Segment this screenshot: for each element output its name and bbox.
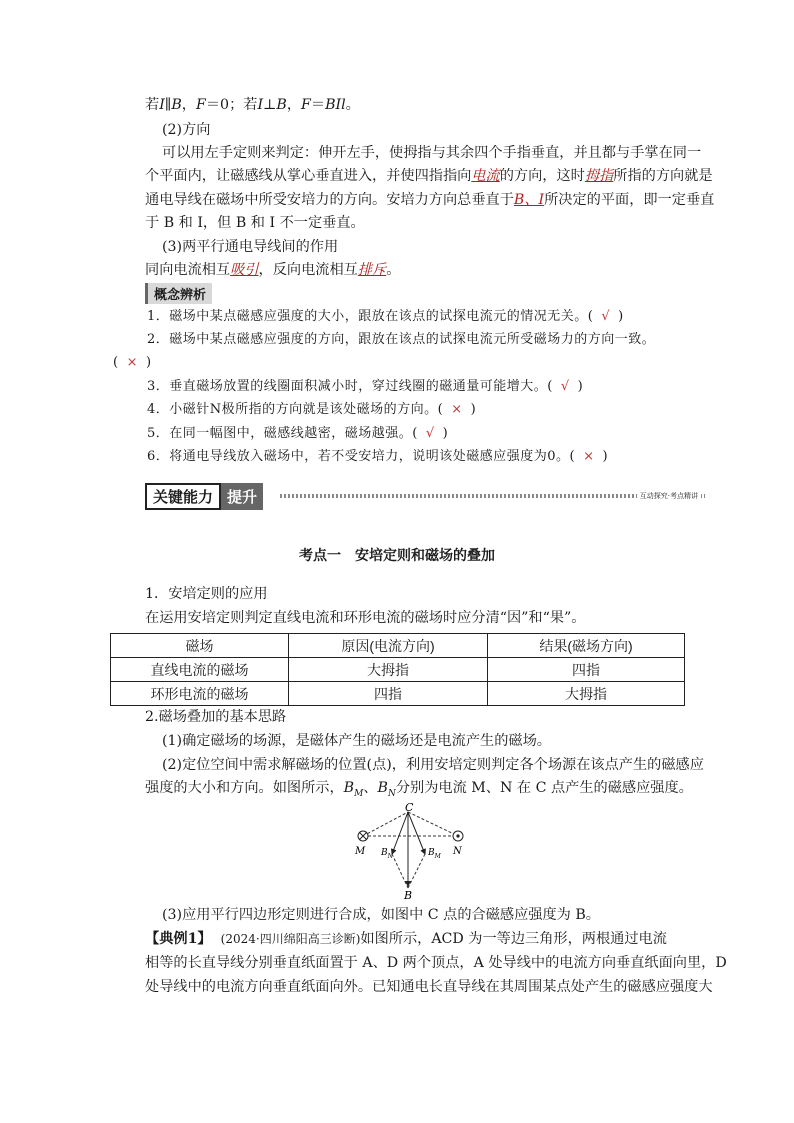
example-line-1: 【典例1】 (2024·四川绵阳高三诊断)如图所示，ACD 为一等边三角形，两根通过电流 xyxy=(145,931,667,947)
direction-para-1: 可以用左手定则来判定：伸开左手，使拇指与其余四个手指垂直，并且都与手掌在同一 xyxy=(162,145,702,161)
cross-mark: × xyxy=(451,402,463,417)
topic-title: 考点一 安培定则和磁场的叠加 xyxy=(299,548,495,564)
label-bn: $B_N$ xyxy=(381,848,393,860)
section-tag: 提升 xyxy=(221,483,263,510)
vector-bm xyxy=(408,812,425,854)
concept-item-2-answer: ( × ) xyxy=(113,355,152,370)
cross-mark: × xyxy=(583,449,595,464)
table-cell: 四指 xyxy=(488,658,685,682)
check-mark: √ xyxy=(425,426,435,441)
direction-para-2: 个平面内，让磁感线从掌心垂直进入，并使四指指向电流的方向，这时拇指所指的方向就是 xyxy=(145,168,713,184)
table-cell: 大拇指 xyxy=(488,682,685,706)
section-title: 关键能力 xyxy=(145,483,221,510)
concept-item-5: 5．在同一幅图中，磁感线越密，磁场越强。( √ ) xyxy=(147,426,449,441)
section-2-heading: 2.磁场叠加的基本思路 xyxy=(145,709,287,725)
table-header-row xyxy=(111,634,685,658)
label-bm: $B_M$ xyxy=(428,848,441,860)
table-cell: 大拇指 xyxy=(289,658,488,682)
table-row xyxy=(111,658,685,682)
direction-para-4: 于 B 和 I，但 B 和 I 不一定垂直。 xyxy=(145,215,365,231)
section-2-para-3: (3)应用平行四边形定则进行合成，如图中 C 点的合磁感应强度为 B。 xyxy=(162,907,600,923)
answer-current: 电流 xyxy=(471,168,500,184)
label-m: M xyxy=(355,846,366,857)
label-n: N xyxy=(453,846,462,857)
example-line-2: 相等的长直导线分别垂直纸面置于 A、D 两个顶点，A 处导线中的电流方向垂直纸面向里，D xyxy=(145,955,727,971)
ampere-rule-table xyxy=(110,633,685,706)
dashed-side xyxy=(408,854,425,888)
table-header: 结果(磁场方向) xyxy=(488,634,685,658)
check-mark: √ xyxy=(560,379,570,394)
key-ability-banner xyxy=(145,483,705,509)
example-source: (2024·四川绵阳高三诊断) xyxy=(220,932,361,946)
force-condition-line: 若I∥B，F＝0；若I⊥B，F＝BIl。 xyxy=(145,97,360,113)
concept-item-4: 4．小磁针N极所指的方向就是该处磁场的方向。( × ) xyxy=(147,402,477,417)
label-b: B xyxy=(404,889,413,900)
dashed-line-mc xyxy=(363,812,408,836)
concept-item-1: 1．磁场中某点磁感应强度的大小，跟放在该点的试探电流元的情况无关。( √ ) xyxy=(147,309,624,324)
example-label: 【典例1】 xyxy=(145,931,212,947)
section-subtitle: 互动探究·考点精讲 xyxy=(637,491,701,501)
concept-item-6: 6．将通电导线放入磁场中，若不受安培力，说明该处磁感应强度为0。( × ) xyxy=(147,449,609,464)
cross-mark: × xyxy=(126,355,138,370)
table-header: 原因(电流方向) xyxy=(289,634,488,658)
label-c: C xyxy=(405,802,414,814)
table-header: 磁场 xyxy=(111,634,289,658)
superposition-figure xyxy=(345,802,475,900)
example-line-3: 处导线中的电流方向垂直纸面向外。已知通电长直导线在其周围某点处产生的磁感应强度大 xyxy=(145,979,713,995)
answer-bi: B、I xyxy=(513,192,545,208)
concept-item-2: 2．磁场中某点磁感应强度的方向，跟放在该点的试探电流元所受磁场力的方向一致。 xyxy=(147,332,656,347)
check-mark: √ xyxy=(601,309,611,324)
vector-bn xyxy=(392,812,408,854)
dashed-side xyxy=(392,854,408,888)
parallel-heading: (3)两平行通电导线间的作用 xyxy=(162,239,339,255)
parallel-para: 同向电流相互吸引，反向电流相互排斥。 xyxy=(145,262,401,278)
concept-banner: 概念辨析 xyxy=(145,283,212,304)
table-cell: 环形电流的磁场 xyxy=(111,682,289,706)
section-1-para: 在运用安培定则判定直线电流和环形电流的磁场时应分清“因”和“果”。 xyxy=(145,610,586,626)
answer-attract: 吸引 xyxy=(230,262,259,278)
dashed-line-cn xyxy=(408,812,458,836)
concept-item-3: 3．垂直磁场放置的线圈面积减小时，穿过线圈的磁通量可能增大。( √ ) xyxy=(147,379,584,394)
section-2-para-1: (1)确定磁场的场源，是磁体产生的磁场还是电流产生的磁场。 xyxy=(162,733,551,749)
table-row xyxy=(111,682,685,706)
direction-para-3: 通电导线在磁场中所受安培力的方向。安培力方向总垂直于B、I所决定的平面，即一定垂直 xyxy=(145,192,715,208)
section-2-para-2a: (2)定位空间中需求解磁场的位置(点)，利用安培定则判定各个场源在该点产生的磁感应 xyxy=(162,757,704,773)
table-cell: 四指 xyxy=(289,682,488,706)
answer-repel: 排斥 xyxy=(357,262,387,278)
answer-thumb: 拇指 xyxy=(584,168,614,184)
direction-heading: (2)方向 xyxy=(162,122,211,138)
section-1-heading: 1．安培定则的应用 xyxy=(145,586,268,602)
table-cell: 直线电流的磁场 xyxy=(111,658,289,682)
section-2-para-2b: 强度的大小和方向。如图所示，$B_M$、$B_N$分别为电流 M、N 在 C 点产生的磁感应强度。 xyxy=(145,780,693,799)
